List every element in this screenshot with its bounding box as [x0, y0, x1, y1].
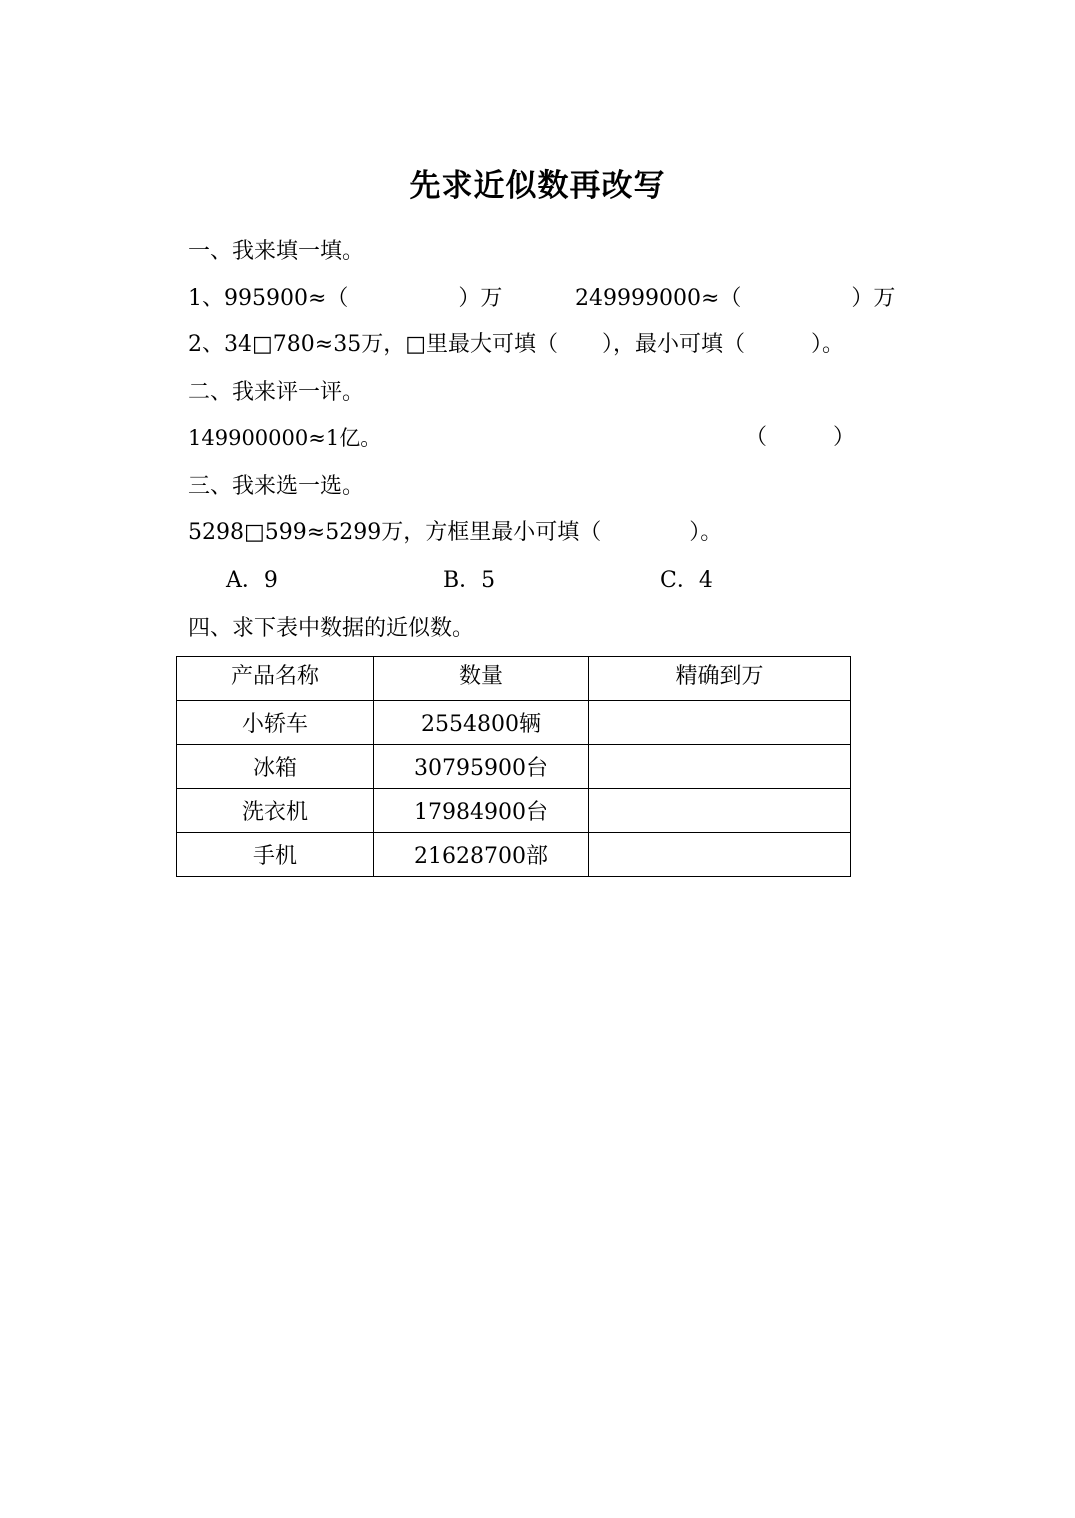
cell-quantity: 2554800辆	[374, 701, 589, 745]
header-quantity: 数量	[374, 657, 589, 701]
question-1a: 1、995900≈（ ）万	[188, 286, 503, 311]
cell-quantity: 30795900台	[374, 745, 589, 789]
cell-product: 手机	[177, 833, 374, 877]
table-row	[177, 745, 851, 789]
option-a: A．9	[226, 568, 278, 593]
cell-answer[interactable]	[589, 833, 851, 877]
choice-question: 5298□599≈5299万，方框里最小可填（ ）。	[188, 520, 723, 545]
section3-heading: 三、我来选一选。	[188, 474, 365, 499]
data-table	[176, 656, 851, 877]
table-header-row	[177, 657, 851, 701]
page-title: 先求近似数再改写	[409, 168, 666, 204]
cell-answer[interactable]	[589, 789, 851, 833]
question-1b: 249999000≈（ ）万	[575, 286, 896, 311]
cell-quantity: 17984900台	[374, 789, 589, 833]
cell-quantity: 21628700部	[374, 833, 589, 877]
section4-heading: 四、求下表中数据的近似数。	[188, 616, 475, 641]
header-product: 产品名称	[177, 657, 374, 701]
cell-answer[interactable]	[589, 745, 851, 789]
table-row	[177, 833, 851, 877]
question-2: 2、34□780≈35万，□里最大可填（ ），最小可填（ ）。	[188, 332, 844, 357]
cell-product: 洗衣机	[177, 789, 374, 833]
judge-statement: 149900000≈1亿。	[188, 426, 382, 450]
judge-answer-blank: （ ）	[745, 425, 856, 450]
cell-answer[interactable]	[589, 701, 851, 745]
cell-product: 冰箱	[177, 745, 374, 789]
table-row	[177, 701, 851, 745]
header-approx: 精确到万	[589, 657, 851, 701]
option-c: C．4	[660, 568, 713, 593]
section2-heading: 二、我来评一评。	[188, 380, 365, 405]
table-row	[177, 789, 851, 833]
section1-heading: 一、我来填一填。	[188, 239, 365, 264]
cell-product: 小轿车	[177, 701, 374, 745]
option-b: B．5	[443, 568, 496, 593]
